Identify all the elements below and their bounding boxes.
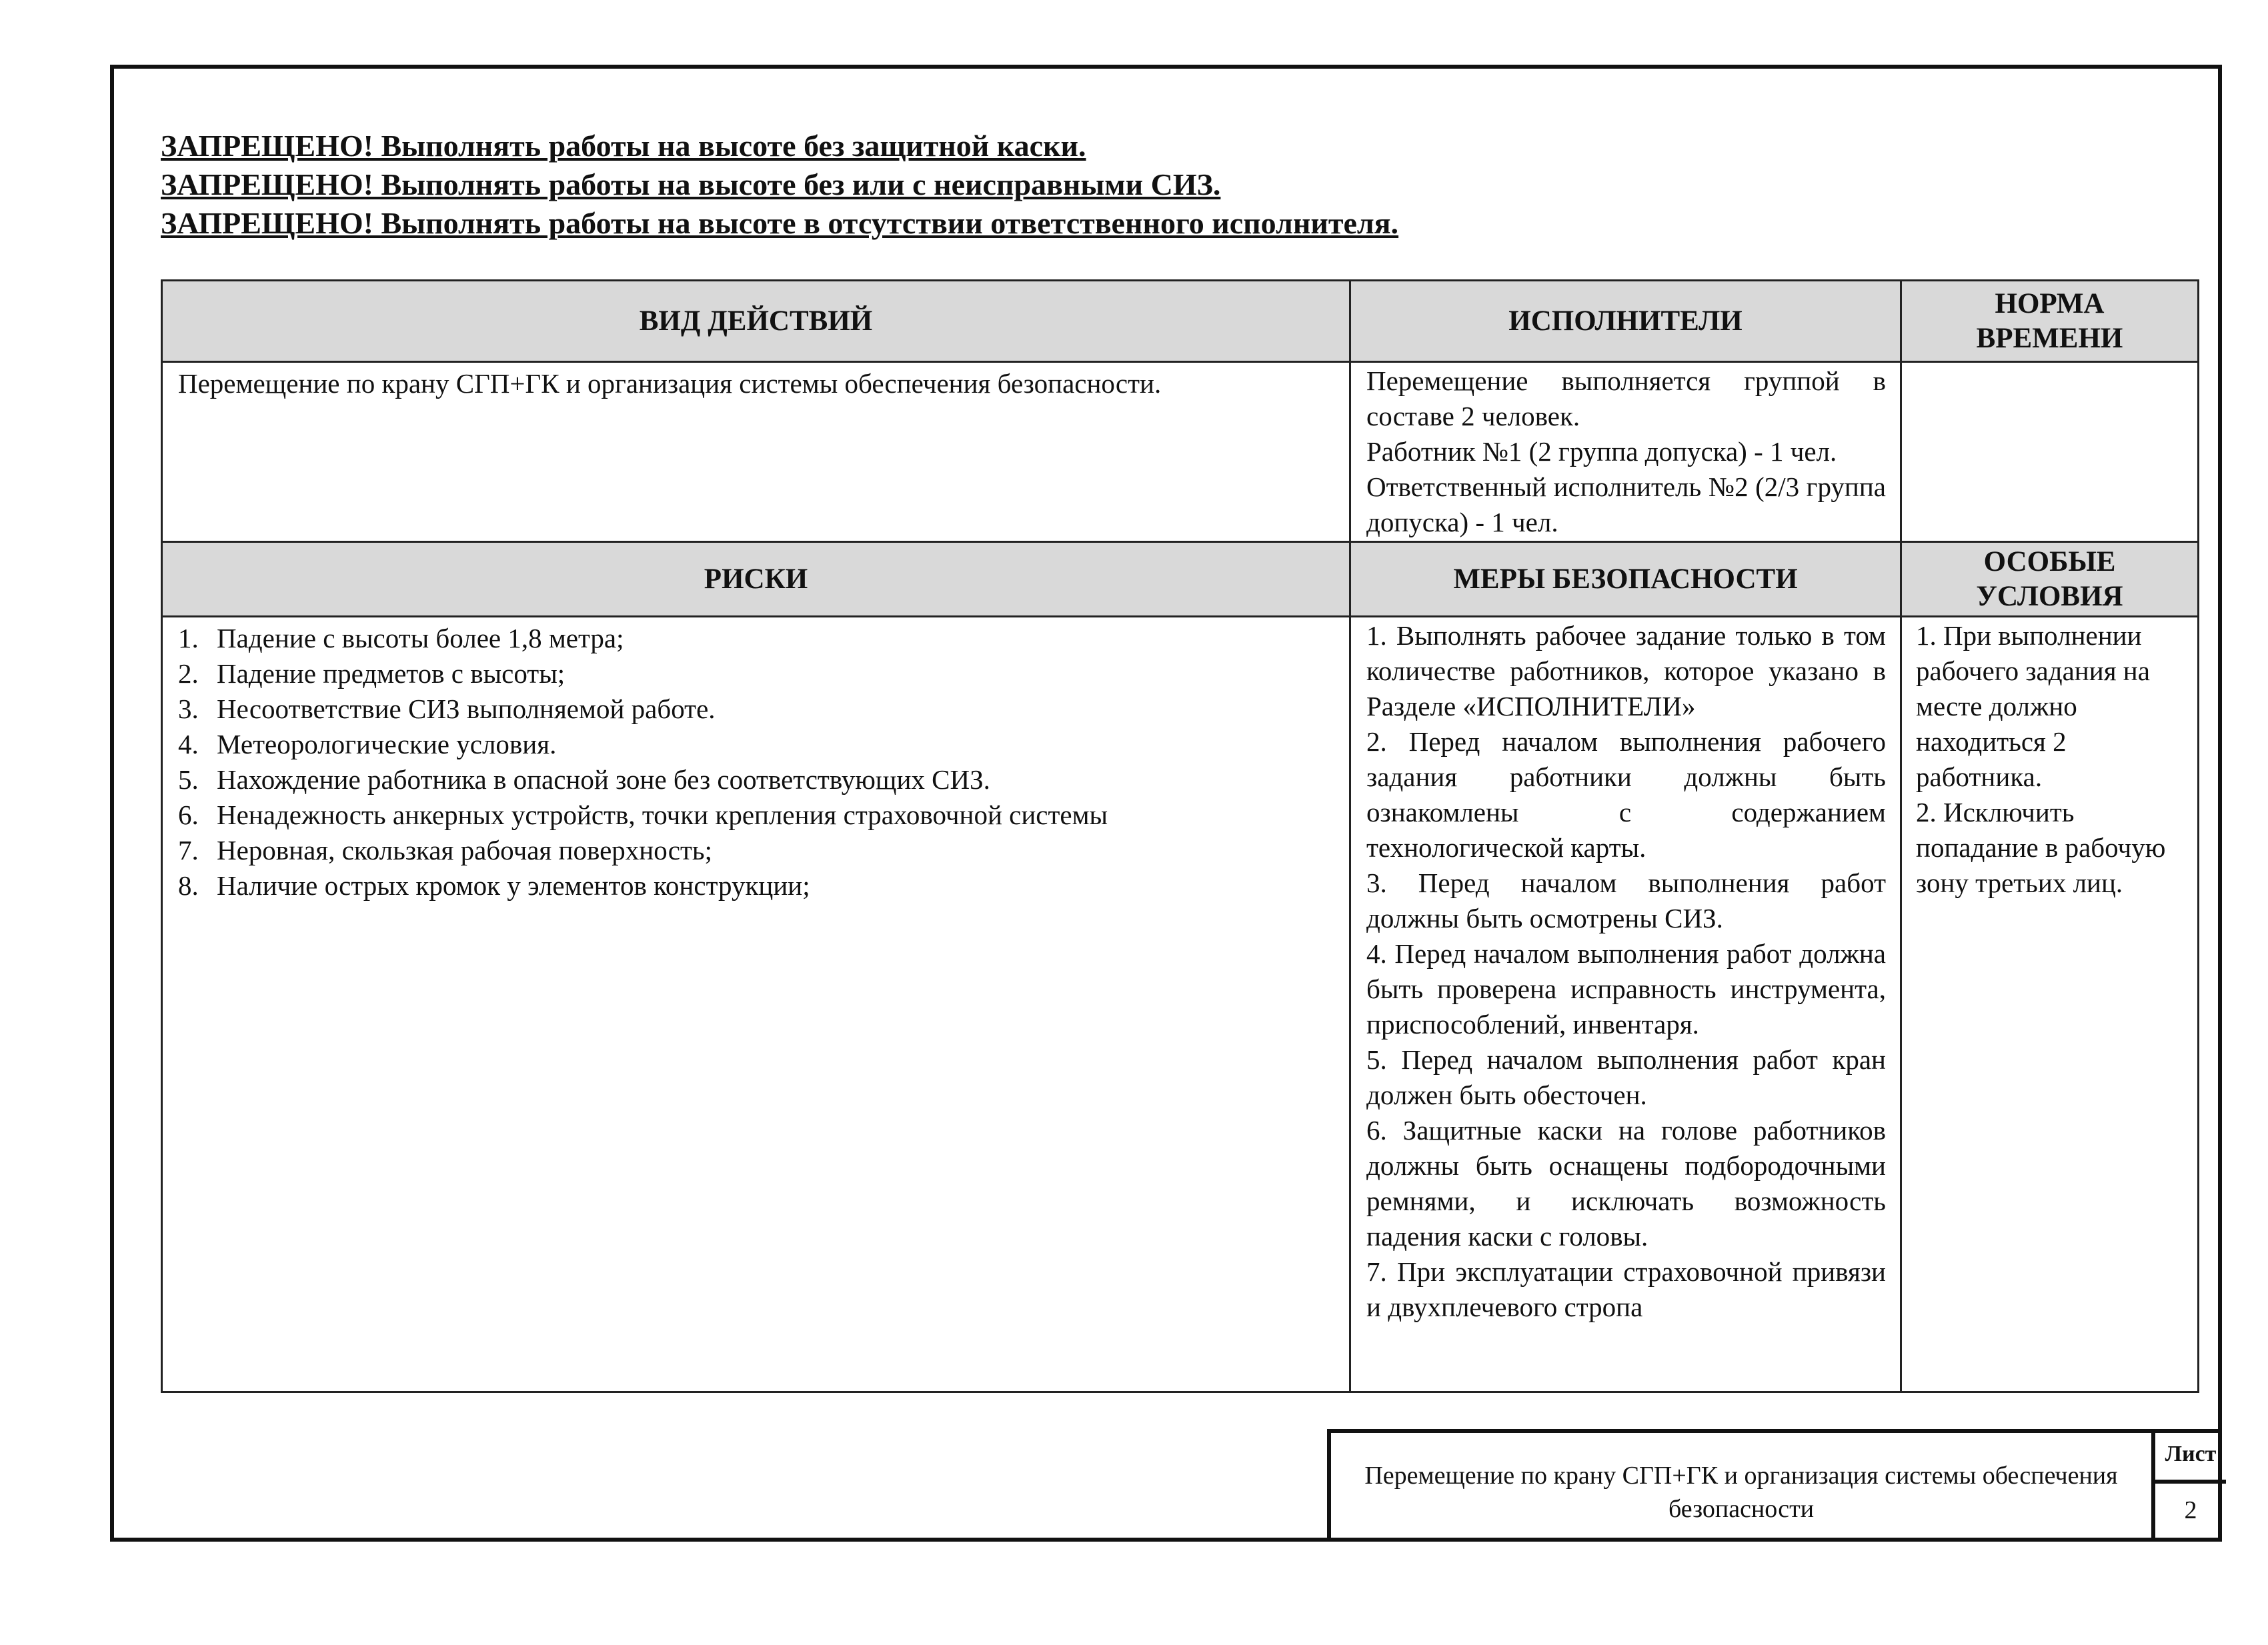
conditions-list [1903, 618, 2197, 901]
risks-list [163, 618, 1348, 904]
sheet-label: Лист [2155, 1429, 2226, 1484]
header-performers: ИСПОЛНИТЕЛИ [1350, 281, 1901, 362]
performers-line: Перемещение выполняется группой в составе 2 человек. [1366, 365, 1886, 431]
sheet-number: 2 [2184, 1496, 2197, 1524]
risks-cell [162, 617, 1350, 1392]
list-item: 6. Защитные каски на голове работников должны быть оснащены подбородочными ремнями, и исключать возможность падения каски с головы. [1366, 1115, 1886, 1252]
warning-line: ЗАПРЕЩЕНО! Выполнять работы на высоте без защитной каски. [161, 129, 1086, 163]
performers-text [1352, 363, 1899, 540]
list-item: 1. Выполнять рабочее задание только в том количестве работников, которое указано в Разделе «ИСПОЛНИТЕЛИ» [1366, 620, 1886, 721]
table-header-row [162, 281, 2199, 362]
list-item: 7. При эксплуатации страховочной привязи и двухплечевого стропа [1366, 1256, 1886, 1322]
list-item: 4. Перед началом выполнения работ должна быть проверена исправность инструмента, приспособлений, инвентаря. [1366, 938, 1886, 1040]
action-text: Перемещение по крану СГП+ГК и организация системы обеспечения безопасности. [178, 368, 1162, 399]
header-actions: ВИД ДЕЙСТВИЙ [162, 281, 1350, 362]
list-item: 7. Неровная, скользкая рабочая поверхность; [178, 835, 712, 866]
measures-cell [1350, 617, 1901, 1392]
header-conditions: ОСОБЫЕ УСЛОВИЯ [1901, 542, 2199, 617]
title-block-description: Перемещение по крану СГП+ГК и организация системы обеспечения безопасности [1364, 1461, 2118, 1523]
table-header-row [162, 542, 2199, 617]
list-item: 2. Перед началом выполнения рабочего задания работники должны быть ознакомлены с содержанием технологической карты. [1366, 726, 1886, 863]
measures-list [1352, 618, 1899, 1325]
header-measures: МЕРЫ БЕЗОПАСНОСТИ [1350, 542, 1901, 617]
conditions-cell [1901, 617, 2199, 1392]
list-item: 1. Падение с высоты более 1,8 метра; [178, 623, 624, 653]
list-item: 3. Перед началом выполнения работ должны быть осмотрены СИЗ. [1366, 868, 1886, 934]
title-block [1327, 1429, 2222, 1542]
list-item: 3. Несоответствие СИЗ выполняемой работе. [178, 693, 716, 724]
list-item: 5. Нахождение работника в опасной зоне без соответствующих СИЗ. [178, 764, 990, 795]
performers-line: Работник №1 (2 группа допуска) - 1 чел. [1366, 436, 1837, 467]
performers-line: Ответственный исполнитель №2 (2/3 группа допуска) - 1 чел. [1366, 471, 1886, 537]
list-item: 2. Исключить попадание в рабочую зону третьих лиц. [1916, 797, 2166, 898]
sheet-box [2151, 1429, 2226, 1542]
warning-line: ЗАПРЕЩЕНО! Выполнять работы на высоте в отсутствии ответственного исполнителя. [161, 206, 1399, 240]
list-item: 2. Падение предметов с высоты; [178, 658, 565, 689]
actions-cell [162, 362, 1350, 542]
work-table [161, 279, 2199, 1393]
table-row [162, 617, 2199, 1392]
list-item: 4. Метеорологические условия. [178, 729, 557, 759]
header-time-norm: НОРМА ВРЕМЕНИ [1901, 281, 2199, 362]
header-risks: РИСКИ [162, 542, 1350, 617]
time-norm-cell [1901, 362, 2199, 542]
list-item: 1. При выполнении рабочего задания на месте должно находиться 2 работника. [1916, 620, 2150, 792]
warning-line: ЗАПРЕЩЕНО! Выполнять работы на высоте без или с неисправными СИЗ. [161, 167, 1221, 201]
list-item: 6. Ненадежность анкерных устройств, точки крепления страховочной системы [178, 799, 1108, 830]
list-item: 5. Перед началом выполнения работ кран должен быть обесточен. [1366, 1044, 1886, 1110]
list-item: 8. Наличие острых кромок у элементов конструкции; [178, 870, 810, 901]
table-row [162, 362, 2199, 542]
warnings-block [161, 127, 2095, 243]
performers-cell [1350, 362, 1901, 542]
